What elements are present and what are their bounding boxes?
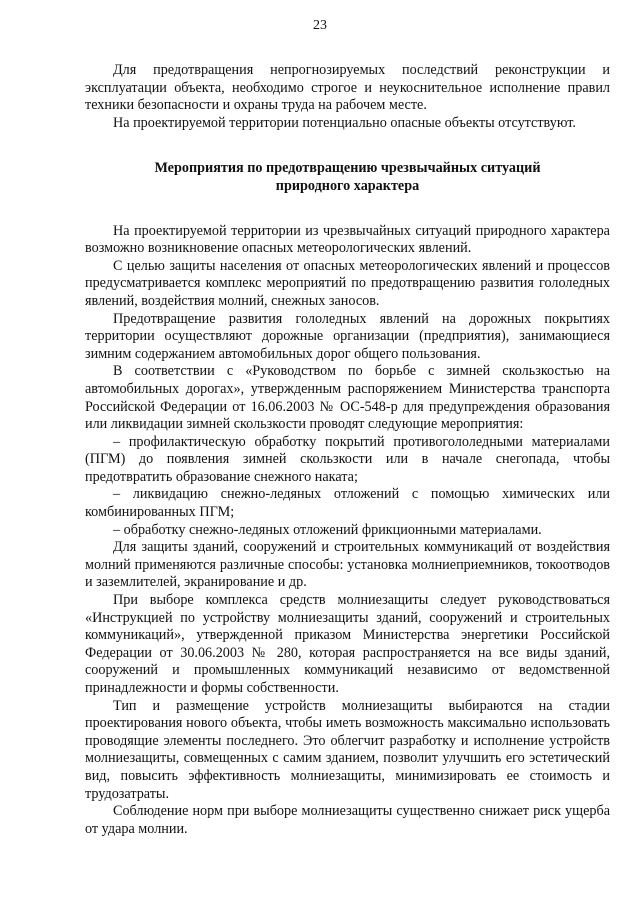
section-heading-line: природного характера bbox=[275, 177, 420, 194]
page-number: 23 bbox=[313, 18, 327, 33]
paragraph: В соответствии с «Руководством по борьбе с зимней скользкостью на автомобильных дорогах», утвержденным распоряжением Министерства транспорта Российской Федерации от 16.06.2003 № ОС-548-р для предупреждения образования или ликвидации зимней скользкости проводят следующие мероприятия: bbox=[85, 363, 610, 433]
list-item: – обработку снежно-ледяных отложений фрикционными материалами. bbox=[113, 521, 542, 538]
paragraph: Для защиты зданий, сооружений и строительных коммуникаций от воздействия молний применяются различные способы: установка молниеприемников, токоотводов и заземлителей, экранирование и др. bbox=[85, 539, 610, 591]
document-body bbox=[85, 62, 610, 838]
section-heading bbox=[85, 160, 610, 195]
paragraph: Соблюдение норм при выборе молниезащиты существенно снижает риск ущерба от удара молнии. bbox=[85, 803, 610, 837]
list-item: – ликвидацию снежно-ледяных отложений с помощью химических или комбинированных ПГМ; bbox=[85, 486, 610, 521]
list-item: – профилактическую обработку покрытий противогололедными материалами (ПГМ) до появления зимней скользкости или в начале снегопада, чтобы предотвратить образование снежного наката; bbox=[85, 433, 610, 485]
section-heading-line: Мероприятия по предотвращению чрезвычайных ситуаций bbox=[154, 160, 541, 177]
paragraph: На проектируемой территории из чрезвычайных ситуаций природного характера возможно возникновение опасных метеорологических явлений. bbox=[85, 222, 610, 257]
paragraph: Предотвращение развития гололедных явлений на дорожных покрытиях территории осуществляют дорожные организации (предприятия), занимающиеся зимним содержанием автомобильных дорог общего пользования. bbox=[85, 310, 610, 362]
paragraph: На проектируемой территории потенциально опасные объекты отсутствуют. bbox=[113, 114, 576, 131]
paragraph: При выборе комплекса средств молниезащиты следует руководствоваться «Инструкцией по устройству молниезащиты зданий, сооружений и строительных коммуникаций», утвержденной приказом Министерства энергетики Российской Федерации от 30.06.2003 № 280, которая распространяется на все виды зданий, сооружений и промышленных коммуникаций независимо от ведомственной принадлежности и формы собственности. bbox=[85, 592, 610, 696]
paragraph: С целью защиты населения от опасных метеорологических явлений и процессов предусматривается комплекс мероприятий по предотвращению развития гололедных явлений, воздействия молний, снежных заносов. bbox=[85, 257, 610, 309]
paragraph: Тип и размещение устройств молниезащиты выбираются на стадии проектирования нового объекта, чтобы иметь возможность максимально использовать проводящие элементы последнего. Это облегчит разработку и исполнение устройств молниезащиты, совмещенных с самим зданием, позволит улучшить его эстетический вид, повысить эффективность молниезащиты, минимизировать ее стоимость и трудозатраты. bbox=[85, 697, 610, 802]
paragraph: Для предотвращения непрогнозируемых последствий реконструкции и эксплуатации объекта, необходимо строгое и неукоснительное исполнение правил техники безопасности и охраны труда на рабочем месте. bbox=[85, 62, 610, 114]
